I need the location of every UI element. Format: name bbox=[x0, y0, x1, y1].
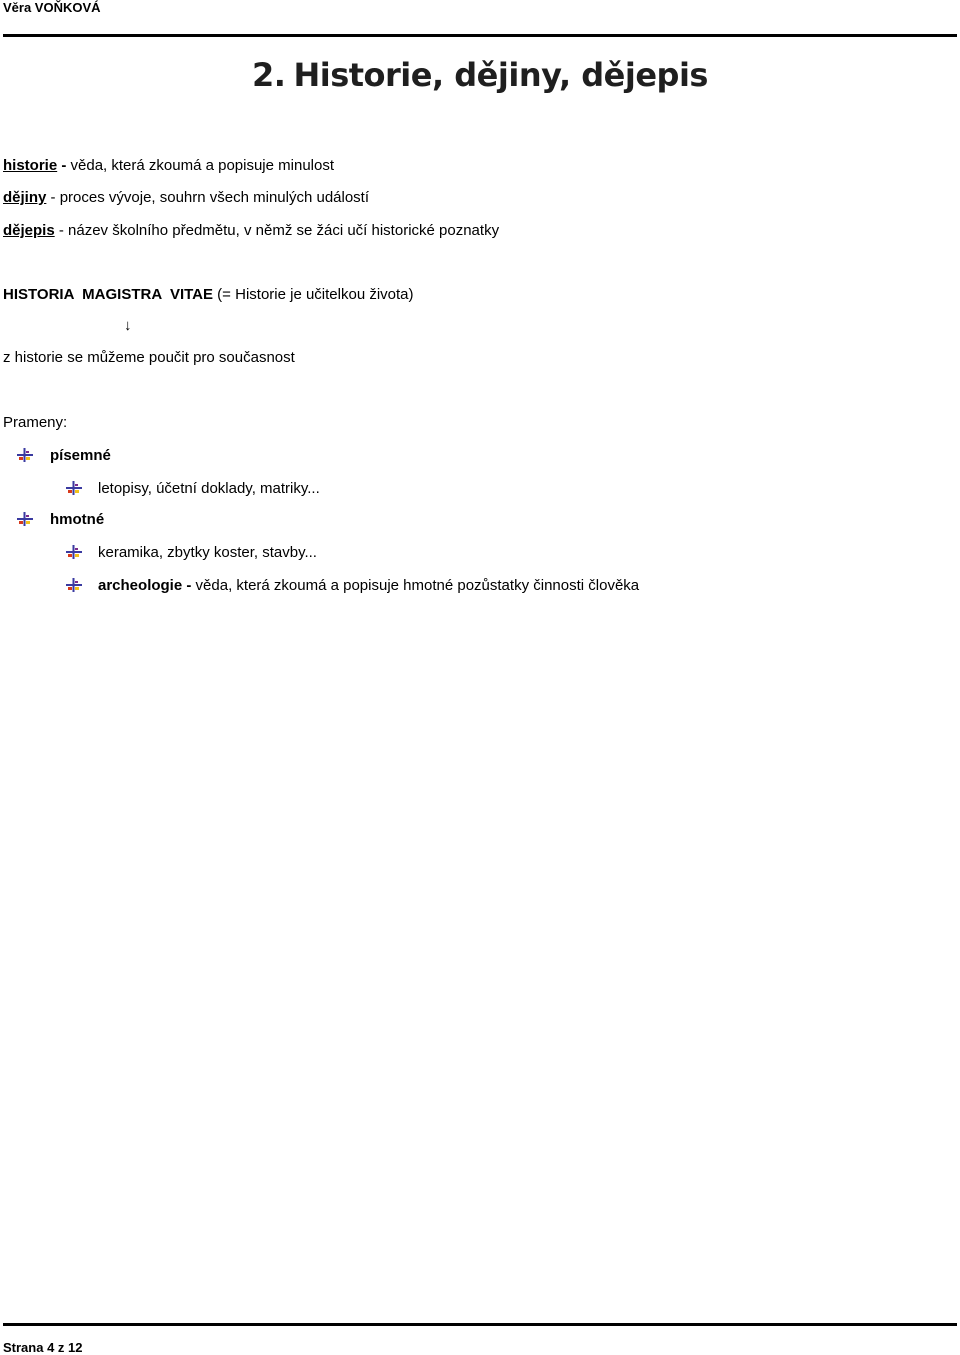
motto-line bbox=[3, 286, 414, 303]
definition-sep: - bbox=[54, 222, 69, 239]
footer-page-number: Strana 4 z 12 bbox=[3, 1340, 83, 1355]
definition-term: dějepis bbox=[3, 222, 55, 239]
sources-heading: Prameny: bbox=[3, 414, 68, 431]
definition-dejepis bbox=[3, 222, 499, 239]
bullet-icon bbox=[66, 481, 82, 495]
definition-term: dějiny bbox=[3, 189, 47, 206]
archeology-sep: - bbox=[182, 577, 196, 594]
motto-translation: (= Historie je učitelkou života) bbox=[213, 286, 414, 303]
title-number: 2. bbox=[252, 56, 286, 94]
motto-conclusion: z historie se můžeme poučit pro současnost bbox=[3, 349, 295, 366]
bullet-icon bbox=[66, 578, 82, 592]
motto-latin: HISTORIA MAGISTRA VITAE bbox=[3, 286, 214, 303]
footer-rule bbox=[3, 1323, 957, 1326]
down-arrow-icon: ↓ bbox=[124, 317, 132, 334]
definition-sep: - bbox=[57, 157, 71, 174]
page-title bbox=[0, 56, 960, 94]
definition-historie bbox=[3, 157, 334, 174]
header-author: Věra VOŇKOVÁ bbox=[3, 0, 101, 15]
definition-text: věda, která zkoumá a popisuje minulost bbox=[70, 157, 335, 174]
definition-text: proces vývoje, souhrn všech minulých událostí bbox=[59, 189, 370, 206]
bullet-icon bbox=[17, 512, 33, 526]
definition-text: název školního předmětu, v němž se žáci učí historické poznatky bbox=[68, 222, 500, 239]
archeology-text: věda, která zkoumá a popisuje hmotné pozůstatky činnosti člověka bbox=[195, 577, 640, 594]
definition-term: historie bbox=[3, 157, 58, 174]
sources-material-examples: keramika, zbytky koster, stavby... bbox=[98, 544, 317, 561]
bullet-icon bbox=[17, 448, 33, 462]
sources-material-label: hmotné bbox=[50, 511, 105, 528]
definition-dejiny bbox=[3, 189, 369, 206]
definition-sep: - bbox=[46, 189, 60, 206]
archeology-definition bbox=[98, 577, 639, 594]
header-rule bbox=[3, 34, 957, 37]
bullet-icon bbox=[66, 545, 82, 559]
title-text: Historie, dějiny, dějepis bbox=[293, 56, 708, 94]
archeology-term: archeologie bbox=[98, 577, 183, 594]
sources-written-examples: letopisy, účetní doklady, matriky... bbox=[98, 480, 320, 497]
sources-written-label: písemné bbox=[50, 447, 111, 464]
